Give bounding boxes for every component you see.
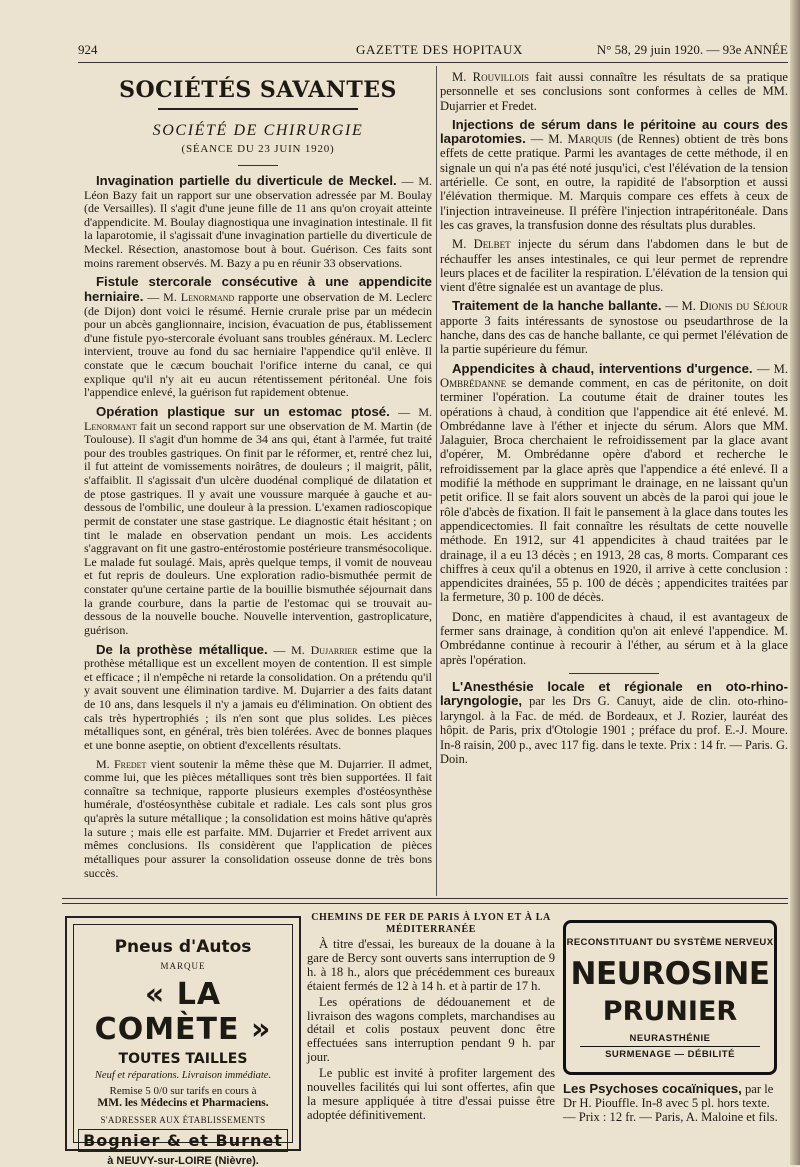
- author-name: Dujarrier: [310, 642, 358, 657]
- article-fistule: [84, 275, 432, 400]
- article-appendicites: [440, 362, 788, 605]
- book-details: par le Dr H. Piouffle. In-8 avec 5 pl. hors texte. — Prix : 12 fr. — Paris, A. Maloine et fils.: [563, 1082, 778, 1124]
- ad-inner-frame: [73, 924, 293, 1167]
- article-prothese: [84, 643, 432, 753]
- article-title: Injections de sérum dans le péritoine au cours des laparotomies.: [440, 116, 788, 147]
- column-divider: [436, 66, 437, 896]
- ad-la-comete: [65, 916, 301, 1167]
- article-serum-delbet: [440, 237, 788, 294]
- author-name: Rouvillois: [472, 70, 530, 84]
- article-title: Opération plastique sur un estomac ptosé.: [96, 403, 390, 419]
- ad-medecins: MM. les Médecins et Pharmaciens.: [97, 1097, 269, 1109]
- article-title: Fistule stercorale consécutive à une appendicite herniaire.: [84, 274, 432, 304]
- article-text: — M.: [143, 289, 181, 304]
- biblio-anesthesie: [440, 680, 788, 766]
- article-text: (de Rennes) obtient de très bons effets de cette pratique. Parmi les avantages de cette méthode, il en signale un qui n'a pas été noté jusqu'ici, c'est l'élévation de la tension artérielle. Ce sont, en outre, la rapidité de l'absorption et aussi l'élévation thermique. M. Marquis compare ces effets à ceux de l'injection intraveineuse. Il préfère l'injection intrapéritonéale. Dans les cas graves, la transfusion donne des résultats plus durables.: [440, 132, 788, 232]
- article-title: De la prothèse métallique.: [96, 641, 268, 657]
- article-title: Traitement de la hanche ballante.: [452, 298, 662, 314]
- small-rule: [238, 165, 278, 166]
- ad-neuf: Neuf et réparations. Livraison immédiate.: [94, 1070, 272, 1081]
- ad-city: à NEUVY-sur-LOIRE (Nièvre).: [107, 1155, 259, 1167]
- article-text: apporte 3 faits intéressants de synostose ou pseudarthrose de la hanche, dans des cas de hanche ballante, ce qui permet l'élévation de la partie supérieure du fémur.: [440, 313, 788, 357]
- rubric-title: SOCIÉTÉS SAVANTES: [119, 77, 397, 103]
- article-estomac: [84, 405, 432, 638]
- article-text: M.: [452, 70, 473, 84]
- article-text: Donc, en matière d'appendicites à chaud, il est avantageux de fermer sans drainage, à condition qu'on ait enlevé l'appendice. M. Ombrédanne continue à recourir à l'éther, au sérum et à la glace après l'opération.: [440, 609, 788, 667]
- article-text: — M.: [661, 299, 700, 314]
- article-text: rapporte une observation de M. Leclerc (de Dijon) dont voici le résumé. Hernie crurale prise par un médecin pour un abcès ganglionnaire, incision, évacuation de pus, établissement d'une fistule pyo-stercorale évoluant sans troubles généraux. M. Leclerc intervient, trouve au fond du sac herniaire l'appendice qu'il enlève. Il constate que le cæcum bouchait l'orifice interne du canal, ce qui explique qu'il n'y ait eu aucun rétentissement péritonéal. Une fois l'appendice enlevé, la guérison fut rapidement obtenue.: [84, 289, 432, 400]
- ad-neurosine-prunier: [563, 920, 777, 1075]
- railway-notice: [307, 912, 555, 1125]
- article-title: Appendicites à chaud, interventions d'urgence.: [452, 360, 753, 376]
- book-details: par les Drs G. Canuyt, aide de clin. oto-rhino-laryngol. à la Fac. de méd. de Bordeaux, et J. Rozier, lauréat des hôpit. de Paris, prix d'Otologie 1901 ; préface du prof. E.-J. Moure. In-8 raisin, 200 p., avec 117 fig. dans le texte. Prix : 14 fr. — Paris. G. Doin.: [440, 694, 788, 766]
- ad-product-name: NEUROSINE: [570, 956, 770, 992]
- article-appendicites-conclusion: [440, 610, 788, 667]
- author-name: Ombrédanne: [440, 375, 507, 390]
- ad-adresser: S'ADRESSER AUX ÉTABLISSEMENTS: [100, 1115, 266, 1125]
- article-text: fait aussi connaître les résultats de sa pratique personnelle et ses conclusions sont conformes à celles de MM. Dujarrier et Fredet.: [440, 70, 789, 113]
- railway-paragraph: À titre d'essai, les bureaux de la douane à la gare de Bercy sont ouverts sans interruption de 9 h. à 18 h., alors que précédemment ces bureaux étaient fermés de 12 à 14 h. et à partir de 17 h.: [307, 937, 555, 993]
- ad-indication: NEURASTHÉNIE: [629, 1033, 711, 1044]
- running-header: [78, 42, 788, 64]
- ad-tailles: TOUTES TAILLES: [118, 1051, 248, 1067]
- article-meckel: [84, 174, 432, 270]
- article-text: — M.: [752, 361, 788, 376]
- author-name: Marquis: [567, 132, 613, 147]
- book-title: Les Psychoses cocaïniques,: [563, 1081, 742, 1096]
- seance-date: (SÉANCE DU 23 JUIN 1920): [181, 143, 335, 156]
- left-column: [84, 70, 432, 885]
- railway-paragraph: Le public est invité à profiter largement des nouvelles facilités qui lui sont offertes, afin que la mesure appliquée à titre d'essai puisse être adoptée définitivement.: [307, 1066, 555, 1122]
- society-title: SOCIÉTÉ DE CHIRURGIE: [152, 121, 364, 139]
- railway-title: CHEMINS DE FER DE PARIS À LYON ET À LA MÉDITERRANÉE: [311, 912, 551, 935]
- ad-remise: Remise 5 0/0 sur tarifs en cours à: [109, 1085, 257, 1097]
- article-text: injecte du sérum dans l'abdomen dans le but de réchauffer les anses intestinales, ce qui leur permet de reprendre leurs places et de faciliter la respiration. L'élévation de la tension qui vient d'être signalée est un avantage de plus.: [440, 237, 788, 295]
- ad-maker: Bognier & et Burnet: [78, 1129, 288, 1152]
- section-double-rule: [62, 898, 788, 904]
- author-name: Delbet: [473, 237, 511, 252]
- issue-info: N° 58, 29 juin 1920. — 93e ANNÉE: [596, 42, 788, 57]
- ad-maker: PRUNIER: [602, 996, 738, 1027]
- article-text: estime que la prothèse métallique est un excellent moyen de contention. Il est simple et efficace ; il n'empêche ni retarde la consolidation. On a prétendu qu'il y avait souvent une élimination tardive. M. Dujarrier a des faits datant de 10 ans, dans lesquels il n'y a jamais eu d'élimination. On obtient des cals très hypertrophiés ; ils n'en sont que plus solides. Les pièces métalliques sont, en général, très bien tolérées. Avec de bonnes plaques et une bonne aseptie, on obtient d'excellents résultats.: [84, 642, 433, 752]
- rubric-rule: [158, 108, 358, 110]
- page-number: 924: [78, 42, 98, 57]
- right-column: [440, 70, 788, 771]
- ad-reconstituant: RECONSTITUANT DU SYSTÈME NERVEUX: [566, 937, 774, 948]
- article-title: Invagination partielle du diverticule de Meckel.: [96, 172, 397, 188]
- article-text: — M.: [525, 132, 568, 147]
- header-rule: [78, 62, 788, 63]
- journal-title: GAZETTE DES HOPITAUX: [356, 42, 523, 57]
- author-name: Lenormant: [84, 418, 137, 433]
- article-text: — M.: [267, 642, 311, 657]
- article-prothese-fredet: [84, 758, 432, 881]
- article-text: fait un second rapport sur une observation de M. Martin (de Toulouse). Il s'agit d'un homme de 34 ans qui, étant à l'armée, fut traité pour des troubles gastriques. On finit par le réformer, et, rentré chez lui, il fut atteint de vomissements noirâtres, de douleurs ; il maigrit, pâlit, s'affaiblit. Il s'agissait d'un ulcère duodénal compliqué de dilatation et de ptose gastriques. Il y avait une voussure marquée à gauche et au-dessous de l'ombilic, une douleur à la pression. L'examen radioscopique permit de constater une stase gastrique. Le diagnostic était hésitant ; on tint le malade en observation pendant un mois. Les accidents s'aggravant on fit une gastro-entérostomie postérieure transmésocolique. Le malade fut soulagé. Mais, après quelque temps, il vomit de nouveau et fut repris de douleurs. Une exploration radio-bismuthée permit de constater qu'une certaine partie de la bouillie bismuthée séjournait dans la grande courbure, dans la partie de l'estomac qui se trouvait au-dessous de la nouvelle bouche. Nouvelle intervention, gastroplicature, guérison.: [84, 418, 432, 637]
- separator: [569, 673, 659, 674]
- article-serum: [440, 118, 788, 232]
- book-title: L'Anesthésie locale et régionale en oto-rhino-laryngologie,: [440, 678, 788, 709]
- author-name: Fredet: [114, 756, 147, 771]
- ad-marque: MARQUE: [160, 961, 206, 971]
- article-text: se demande comment, en cas de péritonite, on doit terminer l'opération. La coutume était de drainer toutes les opérations à chaud, à condition que l'appendice ait été enlevé. M. Ombrédanne lave à l'éther et injecte du sérum. Alors que MM. Jalaguier, Broca cherchaient le refroidissement par la glace avant d'opérer, M. Ombrédanne opère d'abord et recherche le refroidissement par la glace après que l'appendice a été enlevé. Il a modifié la méthode en supprimant le drainage, en ne laissant qu'un petit orifice. Il se fait alors souvent un abcès de la paroi qui joue le rôle d'abcès de fixation. Il fait le pansement à la glace dans toutes les appendicectomies. Il fait connaître les résultats de cette nouvelle méthode. En 1912, sur 41 appendicites à chaud traitées par le drainage, il a eu 13 décès ; en 1913, 28 cas, 8 morts. Comparant ces chiffres à ceux qu'il a obtenus en 1920, il arrive à cette conclusion : appendicites drainées, 55 p. 100 de décès ; appendicites traitées par la fermeture, 30 p. 100 de décès.: [440, 375, 788, 605]
- ad-brand: « LA COMÈTE »: [94, 977, 272, 1047]
- article-prothese-rouvillois: [440, 70, 788, 113]
- author-name: Lenormand: [180, 289, 235, 304]
- article-text: M.: [96, 756, 114, 771]
- article-text: M.: [452, 237, 474, 252]
- biblio-psychoses: [563, 1082, 783, 1124]
- ad-heading: Pneus d'Autos: [114, 937, 252, 957]
- author-name: Dionis du Séjour: [699, 299, 788, 314]
- ad-indication-2: SURMENAGE — DÉBILITÉ: [580, 1046, 760, 1060]
- page-edge-shadow: [790, 0, 800, 1165]
- article-text: — M.: [389, 404, 432, 419]
- article-hanche: [440, 299, 788, 356]
- article-text: — M. Léon Bazy fait un rapport sur une observation adressée par M. Boulay (de Versailles). Il s'agit d'une jeune fille de 11 ans qu'on croyait atteinte d'appendicite. M. Boulay diagnostiqua une invagination intestinale. Il fit la laparotomie, il s'agissait d'une invagination partielle du diverticule de Meckel. Résection, anastomose bout à bout. Guérison. Ces faits sont moins rarement observés. M. Bazy a pu en réunir 33 observations.: [84, 173, 433, 270]
- railway-paragraph: Les opérations de dédouanement et de livraison des wagons complets, marchandises au détail et colis postaux peuvent donc être effectuées sans interruption pendant 9 h. par jour.: [307, 994, 555, 1065]
- article-text: vient soutenir la même thèse que M. Dujarrier. Il admet, comme lui, que les pièces métalliques sont très bien supportées. Il fait connaître sa technique, rapporte plusieurs exemples d'ostéosynthèse humérale, d'ostéosynthèse cubitale et radiale. Les cals sont plus gros qu'après la suture métallique ; la consolidation est moins hâtive qu'après la suture ; mais elle est parfaite. MM. Dujarrier et Fredet arrivent aux mêmes conclusions. Ils considèrent que l'application de pièces métalliques pour assurer la consolidation osseuse donne de très bons succès.: [84, 756, 432, 880]
